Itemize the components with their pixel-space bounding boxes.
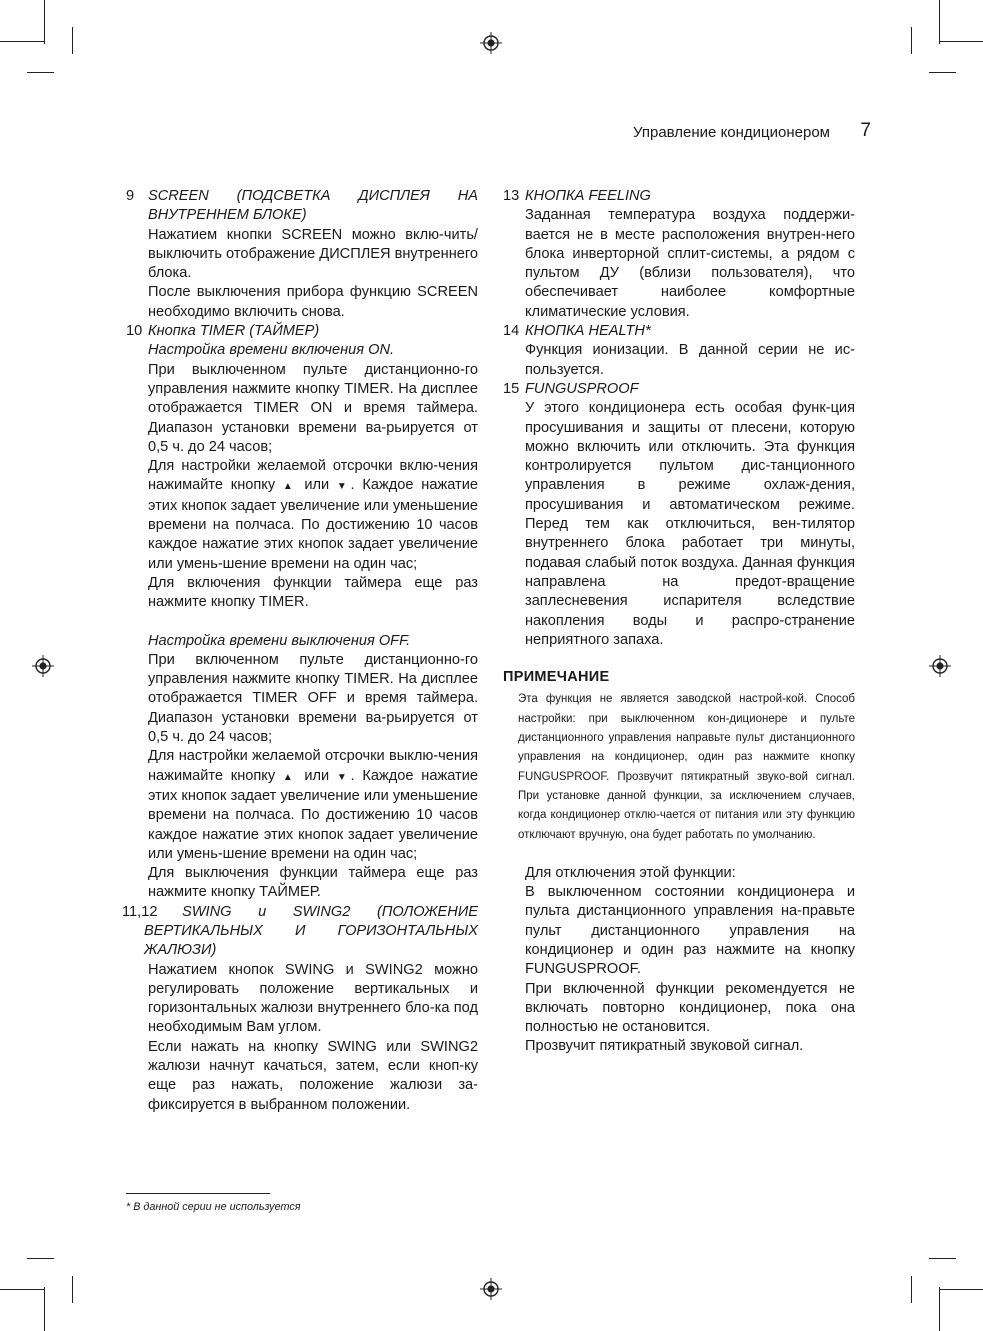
crop-mark xyxy=(929,1258,956,1259)
item-number: 13 xyxy=(503,188,520,204)
item-9 xyxy=(126,187,478,322)
paragraph: Для включения функции таймера еще раз нажмите кнопку TIMER. xyxy=(148,574,478,611)
crop-mark xyxy=(72,27,73,54)
item-13 xyxy=(503,187,855,322)
registration-mark-icon xyxy=(32,655,54,677)
paragraph: Прозвучит пятикратный звуковой сигнал. xyxy=(525,1038,804,1055)
item-15 xyxy=(503,380,855,650)
footnote-rule xyxy=(126,1193,270,1194)
paragraph: У этого кондиционера есть особая функ-ция просушивания и защиты от плесени, которую можно включить или отключить. Эта функция контролируется пультом дис-танционного управления в режиме охлаж-дения, просушивания и автоматическом режиме. Перед тем как отключиться, вен-тилятор внутреннего блока работает три минуты, подавая слабый поток воздуха. Данная функция направлена на предот-вращение заплесневения испарителя вследствие накопления воды и распро-странение неприятного запаха. xyxy=(525,400,855,648)
crop-mark xyxy=(0,1289,44,1290)
crop-mark xyxy=(929,72,956,73)
left-column xyxy=(122,187,478,1115)
item-number: 14 xyxy=(503,323,520,340)
item-title: SCREEN (ПОДСВЕТКА ДИСПЛЕЯ НА ВНУТРЕННЕМ БЛОКЕ) xyxy=(148,188,478,224)
crop-mark xyxy=(939,0,940,44)
crop-mark xyxy=(0,41,44,42)
item-number: 11,12 xyxy=(122,903,158,920)
footnote: * В данной серии не используется xyxy=(126,1201,301,1213)
paragraph: Заданная температура воздуха поддержи-вается не в месте расположения внутрен-него блока инверторной сплит-системы, а рядом с пультом ДУ (вблизи пользователя), что обеспечивает наиболее комфортные климатические условия. xyxy=(525,207,855,320)
crop-mark xyxy=(44,1287,45,1331)
item-title: КНОПКА FEELING xyxy=(525,188,651,204)
paragraph: Если нажать на кнопку SWING или SWING2 жалюзи начнут качаться, затем, если кноп-ку еще раз нажать, положение жалюзи за-фиксируется в выбранном положении. xyxy=(148,1038,478,1113)
paragraph: Для настройки желаемой отсрочки выклю-чения нажимайте кнопку ▲ или ▼. Каждое нажатие этих кнопок задает увеличение или уменьшение времени на полчаса. По достижению 10 часов каждое нажатие этих кнопок задает увеличение или умень-шение времени на один час; xyxy=(148,748,478,862)
triangle-down-icon: ▼ xyxy=(336,771,351,783)
triangle-up-icon: ▲ xyxy=(282,481,297,493)
right-column xyxy=(503,187,855,1057)
item-10 xyxy=(126,322,478,903)
item-title: FUNGUSPROOF xyxy=(525,380,639,397)
paragraph: При включенном пульте дистанционно-го управления нажмите кнопку TIMER. На дисплее отображается TIMER OFF и время таймера. Диапазон установки времени ва-рьируется от 0,5 ч. до 24 часов; xyxy=(148,651,478,746)
registration-mark-icon xyxy=(480,1278,502,1300)
paragraph: Нажатием кнопок SWING и SWING2 можно регулировать положение вертикальных и горизонтальных жалюзи внутреннего бло-ка под необходимым Вам углом. xyxy=(148,961,478,1036)
crop-mark xyxy=(27,1258,54,1259)
crop-mark xyxy=(939,1289,983,1290)
triangle-up-icon: ▲ xyxy=(282,771,297,783)
paragraph: Нажатием кнопки SCREEN можно вклю-чить/выключить отображение ДИСПЛЕЯ внутреннего блока. xyxy=(148,226,478,282)
paragraph: Для выключения функции таймера еще раз нажмите кнопку ТАЙМЕР. xyxy=(148,865,478,901)
triangle-down-icon: ▼ xyxy=(336,481,351,493)
paragraph: При включенной функции рекомендуется не включать повторно кондиционер, пока она полностью не остановится. xyxy=(525,980,855,1036)
paragraph: В выключенном состоянии кондиционера и пульта дистанционного управления на-правьте пульт дистанционного управления на кондиционер и один раз нажмите на кнопку FUNGUSPROOF. xyxy=(525,884,855,978)
registration-mark-icon xyxy=(480,32,502,54)
paragraph: После выключения прибора функцию SCREEN необходимо включить снова. xyxy=(148,284,478,320)
subheading: Настройка времени включения ON. xyxy=(148,342,395,359)
paragraph: Функция ионизации. В данной серии не ис-пользуется. xyxy=(525,342,855,378)
paragraph: Для настройки желаемой отсрочки вклю-чения нажимайте кнопку ▲ или ▼. Каждое нажатие этих кнопок задает увеличение или уменьшение времени на полчаса. По достижению 10 часов каждое нажатие этих кнопок задает увеличение или умень-шение времени на один час; xyxy=(148,458,478,572)
crop-mark xyxy=(44,0,45,44)
item-title: SWING и SWING2 (ПОЛОЖЕНИЕ ВЕРТИКАЛЬНЫХ И ГОРИЗОНТАЛЬНЫХ ЖАЛЮЗИ) xyxy=(144,903,478,959)
item-number: 9 xyxy=(126,188,135,204)
item-title: Кнопка TIMER (ТАЙМЕР) xyxy=(148,323,320,340)
running-header: Управление кондиционером xyxy=(633,124,830,141)
item-11-12 xyxy=(122,903,478,1115)
page-number: 7 xyxy=(860,120,871,141)
crop-mark xyxy=(72,1276,73,1303)
item-number: 15 xyxy=(503,380,520,397)
crop-mark xyxy=(911,27,912,54)
note-text: Эта функция не является заводской настрой-кой. Способ настройки: при выключенном кон-диционере и пульте дистанционного управления направьте пульт дистанционного управления на кондиционер, один раз нажмите кнопку FUNGUSPROOF. Прозвучит пятикратный звуко-вой сигнал. При установке данной функции, за исключением случаев, когда кондиционер отклю-чается от питания или эту функцию отключают вручную, она будет работать по умолчанию. xyxy=(518,693,855,841)
subheading: Настройка времени выключения OFF. xyxy=(148,632,411,649)
registration-mark-icon xyxy=(929,655,951,677)
crop-mark xyxy=(939,41,983,42)
note-heading: ПРИМЕЧАНИЕ xyxy=(503,669,610,686)
item-number: 10 xyxy=(126,323,143,340)
crop-mark xyxy=(27,72,54,73)
item-title: КНОПКА HEALTH* xyxy=(525,323,651,340)
crop-mark xyxy=(911,1276,912,1303)
paragraph: При выключенном пульте дистанционно-го управления нажмите кнопку TIMER. На дисплее отображается TIMER ON и время таймера. Диапазон установки времени ва-рьируется от 0,5 ч. до 24 часов; xyxy=(148,361,478,455)
crop-mark xyxy=(939,1287,940,1331)
paragraph: Для отключения этой функции: xyxy=(525,864,736,881)
item-14 xyxy=(503,322,855,380)
